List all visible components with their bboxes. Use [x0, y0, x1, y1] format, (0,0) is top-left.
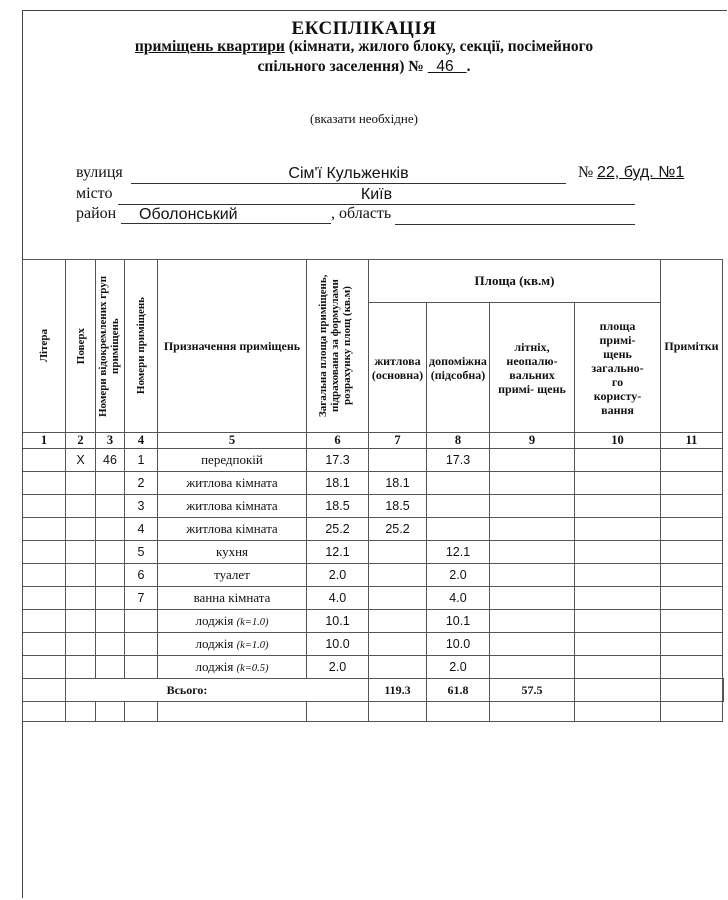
cell-aux	[427, 518, 490, 541]
cell-total: 2.0	[307, 656, 369, 679]
purpose-text: лоджія	[195, 613, 234, 628]
title-line-3-prefix: спільного заселення) №	[257, 58, 424, 75]
cell-common	[575, 518, 661, 541]
purpose-text: кухня	[215, 544, 249, 559]
cell-group: 46	[96, 449, 125, 472]
cell-room: 4	[125, 518, 158, 541]
cell-common	[575, 633, 661, 656]
cell-purpose	[158, 587, 307, 610]
table-row	[23, 495, 724, 518]
header-poverkh: Поверх	[66, 260, 96, 433]
cell-poverkh	[66, 610, 96, 633]
cell-group	[96, 564, 125, 587]
cell-notes	[661, 449, 723, 472]
header-notes: Примітки	[661, 260, 723, 433]
cell-litera	[23, 449, 66, 472]
cell-total: 17.3	[307, 449, 369, 472]
cell-litera	[23, 518, 66, 541]
cell-purpose	[158, 472, 307, 495]
cell-group	[96, 518, 125, 541]
title-line-3	[0, 58, 728, 76]
cell-purpose	[158, 518, 307, 541]
purpose-text: передпокій	[201, 452, 263, 467]
cell-purpose	[158, 541, 307, 564]
cell-poverkh	[66, 541, 96, 564]
cell-summer	[490, 472, 575, 495]
cell-total: 10.0	[307, 633, 369, 656]
cell-poverkh	[66, 564, 96, 587]
cell-room	[125, 633, 158, 656]
table-body	[23, 449, 724, 679]
cell-litera	[23, 587, 66, 610]
cell-common	[575, 541, 661, 564]
table-row	[23, 610, 724, 633]
title-line-3-suffix: .	[466, 58, 471, 75]
district-value: Оболонський	[121, 206, 331, 224]
purpose-text: лоджія	[195, 636, 234, 651]
purpose-text: туалет	[214, 567, 250, 582]
table-row	[23, 564, 724, 587]
header-purpose: Призначення приміщень	[158, 260, 307, 433]
cell-living	[369, 564, 427, 587]
cell-room: 2	[125, 472, 158, 495]
cell-summer	[490, 449, 575, 472]
column-number: 9	[490, 433, 575, 449]
district-label: район	[76, 205, 117, 222]
header-summer: літніх, неопалю- вальних примі- щень	[490, 303, 575, 433]
cell-common	[575, 587, 661, 610]
cell-poverkh	[66, 587, 96, 610]
cell-living	[369, 587, 427, 610]
cell-total: 12.1	[307, 541, 369, 564]
cell-litera	[23, 656, 66, 679]
cell-poverkh	[66, 633, 96, 656]
purpose-text: лоджія	[195, 659, 234, 674]
cell-poverkh: Х	[66, 449, 96, 472]
coefficient-text: (k=0.5)	[236, 663, 269, 674]
cell-summer	[490, 518, 575, 541]
title-line-2	[0, 38, 728, 56]
cell-living	[369, 610, 427, 633]
cell-aux: 2.0	[427, 564, 490, 587]
cell-litera	[23, 472, 66, 495]
cell-summer	[490, 633, 575, 656]
street-value: Сім'ї Кульженків	[131, 165, 566, 184]
region-value	[395, 206, 635, 225]
column-number: 10	[575, 433, 661, 449]
header-living: житлова (основна)	[369, 303, 427, 433]
cell-notes	[661, 518, 723, 541]
cell-summer	[490, 656, 575, 679]
cell-group	[96, 610, 125, 633]
title-line-2-underlined: приміщень квартири	[134, 38, 285, 55]
cell-summer	[490, 541, 575, 564]
cell-aux: 17.3	[427, 449, 490, 472]
cell-group	[96, 656, 125, 679]
total-area: 119.3	[369, 679, 427, 702]
cell-group	[96, 541, 125, 564]
cell-group	[96, 495, 125, 518]
column-number: 5	[158, 433, 307, 449]
table-row	[23, 587, 724, 610]
cell-group	[96, 633, 125, 656]
cell-summer	[490, 610, 575, 633]
empty-row	[23, 702, 724, 722]
cell-group	[96, 472, 125, 495]
cell-purpose	[158, 656, 307, 679]
total-common	[661, 679, 723, 702]
cell-aux: 4.0	[427, 587, 490, 610]
header-group-number: Номери відокремлених груп приміщень	[96, 260, 125, 433]
header-litera: Літера	[23, 260, 66, 433]
cell-litera	[23, 541, 66, 564]
region-label: , область	[331, 205, 392, 222]
cell-living	[369, 541, 427, 564]
table-row	[23, 449, 724, 472]
cell-common	[575, 495, 661, 518]
column-number: 4	[125, 433, 158, 449]
cell-group	[96, 587, 125, 610]
column-number: 11	[661, 433, 723, 449]
cell-aux	[427, 495, 490, 518]
total-row	[23, 679, 724, 702]
document-title: ЕКСПЛІКАЦІЯ	[291, 18, 437, 39]
column-number: 2	[66, 433, 96, 449]
cell-summer	[490, 495, 575, 518]
cell-litera	[23, 495, 66, 518]
table-row	[23, 518, 724, 541]
cell-litera	[23, 564, 66, 587]
cell-room: 5	[125, 541, 158, 564]
cell-living	[369, 656, 427, 679]
cell-room: 3	[125, 495, 158, 518]
cell-aux: 2.0	[427, 656, 490, 679]
purpose-text: житлова кімната	[186, 521, 278, 536]
cell-notes	[661, 656, 723, 679]
cell-aux: 10.0	[427, 633, 490, 656]
cell-purpose	[158, 449, 307, 472]
cell-aux: 10.1	[427, 610, 490, 633]
cell-living	[369, 633, 427, 656]
total-cell-empty	[23, 679, 66, 702]
cell-room: 6	[125, 564, 158, 587]
cell-common	[575, 449, 661, 472]
column-number: 3	[96, 433, 125, 449]
table-row	[23, 656, 724, 679]
cell-common	[575, 564, 661, 587]
house-no-label: №	[578, 164, 594, 181]
column-number: 7	[369, 433, 427, 449]
city-value: Київ	[118, 186, 635, 205]
street-label: вулиця	[76, 164, 123, 181]
cell-purpose	[158, 633, 307, 656]
cell-purpose	[158, 564, 307, 587]
cell-litera	[23, 633, 66, 656]
cell-living: 25.2	[369, 518, 427, 541]
cell-room: 7	[125, 587, 158, 610]
cell-notes	[661, 633, 723, 656]
cell-common	[575, 472, 661, 495]
cell-notes	[661, 472, 723, 495]
cell-poverkh	[66, 495, 96, 518]
header-area-group: Площа (кв.м)	[369, 260, 661, 303]
total-notes	[723, 679, 724, 702]
cell-notes	[661, 564, 723, 587]
cell-litera	[23, 610, 66, 633]
cell-common	[575, 656, 661, 679]
cell-living: 18.1	[369, 472, 427, 495]
cell-living: 18.5	[369, 495, 427, 518]
cell-summer	[490, 587, 575, 610]
cell-poverkh	[66, 656, 96, 679]
apartment-number: 46	[436, 58, 454, 75]
coefficient-text: (k=1.0)	[236, 640, 269, 651]
cell-purpose	[158, 495, 307, 518]
note-specify: (вказати необхідне)	[310, 111, 418, 126]
total-summer	[575, 679, 661, 702]
cell-total: 2.0	[307, 564, 369, 587]
cell-notes	[661, 587, 723, 610]
header-total-area: Загальна площа приміщень, підрахована за формулами розрахунку площ (кв.м)	[307, 260, 369, 433]
header-common: площа примі- щень загально- го користу- вання	[575, 303, 661, 433]
purpose-text: ванна кімната	[193, 590, 271, 605]
table-row	[23, 472, 724, 495]
cell-common	[575, 610, 661, 633]
cell-poverkh	[66, 472, 96, 495]
explication-table	[22, 259, 724, 722]
column-number: 1	[23, 433, 66, 449]
cell-total: 10.1	[307, 610, 369, 633]
header-auxiliary: допоміжна (підсобна)	[427, 303, 490, 433]
cell-living	[369, 449, 427, 472]
city-label: місто	[76, 185, 113, 202]
cell-total: 18.1	[307, 472, 369, 495]
table-row	[23, 541, 724, 564]
cell-purpose	[158, 610, 307, 633]
column-numbers-row	[23, 433, 724, 449]
cell-summer	[490, 564, 575, 587]
cell-aux	[427, 472, 490, 495]
cell-total: 4.0	[307, 587, 369, 610]
total-auxiliary: 57.5	[490, 679, 575, 702]
purpose-text: житлова кімната	[186, 475, 278, 490]
cell-room: 1	[125, 449, 158, 472]
column-number: 8	[427, 433, 490, 449]
column-number: 6	[307, 433, 369, 449]
cell-aux: 12.1	[427, 541, 490, 564]
table-row	[23, 633, 724, 656]
cell-notes	[661, 541, 723, 564]
cell-room	[125, 610, 158, 633]
purpose-text: житлова кімната	[186, 498, 278, 513]
cell-poverkh	[66, 518, 96, 541]
title-line-2-rest: (кімнати, жилого блоку, секції, посімейного	[284, 38, 594, 55]
cell-notes	[661, 610, 723, 633]
cell-total: 18.5	[307, 495, 369, 518]
cell-total: 25.2	[307, 518, 369, 541]
header-room-number: Номери приміщень	[125, 260, 158, 433]
coefficient-text: (k=1.0)	[236, 617, 269, 628]
total-living: 61.8	[427, 679, 490, 702]
cell-room	[125, 656, 158, 679]
total-label: Всього:	[66, 679, 369, 702]
cell-notes	[661, 495, 723, 518]
house-value: 22, буд. №1	[597, 164, 685, 181]
